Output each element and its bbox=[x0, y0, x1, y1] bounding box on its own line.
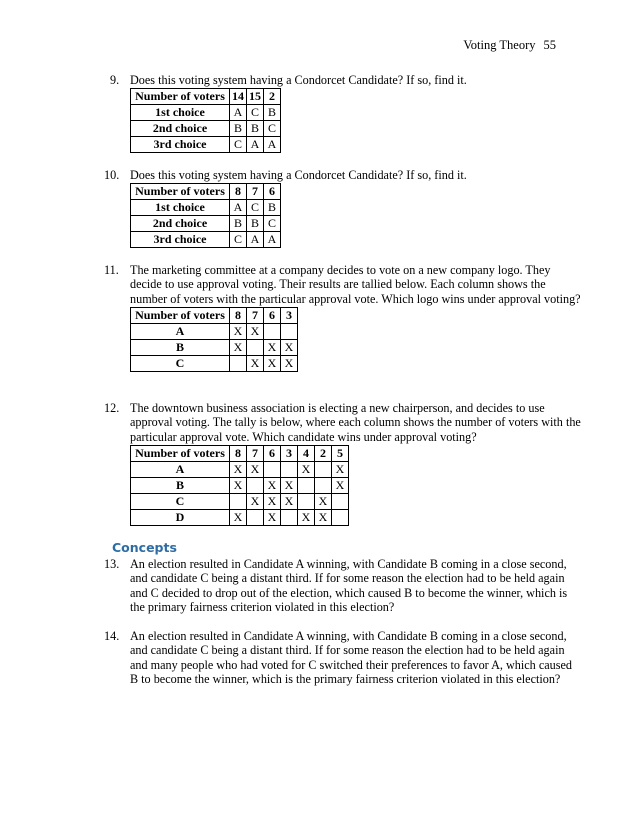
row-label: 3rd choice bbox=[131, 137, 230, 153]
table-cell: B bbox=[264, 105, 281, 121]
voter-count-cell: 15 bbox=[247, 89, 264, 105]
table-cell bbox=[247, 340, 264, 356]
table-cell: X bbox=[281, 478, 298, 494]
table-cell: C bbox=[230, 137, 247, 153]
voter-count-cell: 7 bbox=[247, 184, 264, 200]
table-cell bbox=[281, 324, 298, 340]
table-cell bbox=[315, 478, 332, 494]
table-cell: A bbox=[230, 105, 247, 121]
table-cell: X bbox=[298, 462, 315, 478]
question-13 bbox=[104, 557, 582, 615]
table-cell: X bbox=[264, 340, 281, 356]
question-text: Does this voting system having a Condorcet Candidate? If so, find it. bbox=[130, 168, 467, 182]
voter-count-cell: 7 bbox=[247, 308, 264, 324]
table-cell: X bbox=[281, 340, 298, 356]
question-11 bbox=[104, 263, 582, 372]
table-cell: A bbox=[264, 232, 281, 248]
table-row bbox=[131, 232, 281, 248]
table-cell: A bbox=[247, 232, 264, 248]
table-header-row bbox=[131, 308, 298, 324]
table-cell: B bbox=[247, 216, 264, 232]
table-row bbox=[131, 137, 281, 153]
table-row bbox=[131, 105, 281, 121]
voter-count-cell: 14 bbox=[230, 89, 247, 105]
header-title: Voting Theory bbox=[463, 38, 536, 52]
table-cell: C bbox=[264, 121, 281, 137]
table-cell bbox=[247, 510, 264, 526]
table-cell: X bbox=[281, 494, 298, 510]
table-cell: X bbox=[230, 478, 247, 494]
question-text: The downtown business association is electing a new chairperson, and decides to use approval voting. The tally is below, where each column shows the number of voters with the particular approval vote. Which candidate wins under approval voting? bbox=[130, 401, 581, 444]
table-cell: X bbox=[315, 510, 332, 526]
voter-count-cell: 6 bbox=[264, 308, 281, 324]
row-label: C bbox=[131, 356, 230, 372]
voter-count-cell: 5 bbox=[332, 446, 349, 462]
table-row bbox=[131, 121, 281, 137]
question-number: 13. bbox=[104, 557, 120, 571]
table-cell: X bbox=[230, 510, 247, 526]
question-text: Does this voting system having a Condorcet Candidate? If so, find it. bbox=[130, 73, 467, 87]
row-label: A bbox=[131, 324, 230, 340]
row-label: D bbox=[131, 510, 230, 526]
table-cell: X bbox=[264, 356, 281, 372]
row-label: 2nd choice bbox=[131, 216, 230, 232]
question-number: 9. bbox=[110, 73, 120, 87]
table-row bbox=[131, 340, 298, 356]
table-cell: X bbox=[230, 462, 247, 478]
question-number: 14. bbox=[104, 629, 120, 643]
table-cell bbox=[298, 494, 315, 510]
table-cell: X bbox=[230, 324, 247, 340]
voter-count-cell: 6 bbox=[264, 184, 281, 200]
table-cell bbox=[230, 356, 247, 372]
question-number: 11. bbox=[104, 263, 119, 277]
table-cell: X bbox=[264, 478, 281, 494]
table-cell: C bbox=[230, 232, 247, 248]
table-header-row bbox=[131, 89, 281, 105]
table-cell: C bbox=[264, 216, 281, 232]
table-cell bbox=[315, 462, 332, 478]
table-cell: A bbox=[264, 137, 281, 153]
table-row bbox=[131, 462, 349, 478]
section-heading-concepts: Concepts bbox=[112, 540, 177, 555]
table-cell: X bbox=[247, 494, 264, 510]
row-label: 2nd choice bbox=[131, 121, 230, 137]
table-header-row bbox=[131, 446, 349, 462]
voter-count-cell: 8 bbox=[230, 446, 247, 462]
question-12 bbox=[104, 401, 582, 526]
header-label: Number of voters bbox=[131, 89, 230, 105]
table-header-row bbox=[131, 184, 281, 200]
row-label: B bbox=[131, 478, 230, 494]
voter-count-cell: 3 bbox=[281, 308, 298, 324]
page-number: 55 bbox=[543, 38, 556, 52]
question-text: The marketing committee at a company decides to vote on a new company logo. They decide to use approval voting. Their results are tallied below. Each column shows the number of voters with the particular approval vote. Which logo wins under approval voting? bbox=[130, 263, 581, 306]
table-row bbox=[131, 216, 281, 232]
table-cell: X bbox=[264, 510, 281, 526]
table-row bbox=[131, 200, 281, 216]
running-header bbox=[463, 38, 556, 53]
table-cell bbox=[332, 510, 349, 526]
question-text: An election resulted in Candidate A winning, with Candidate B coming in a close second, and candidate C being a distant third. If for some reason the election had to be held again and C decided to drop out of the election, which caused B to become the winner, which is the primary fairness criterion violated in this election? bbox=[130, 557, 568, 615]
voter-count-cell: 2 bbox=[315, 446, 332, 462]
table-cell: A bbox=[247, 137, 264, 153]
table-cell bbox=[298, 478, 315, 494]
table-cell: B bbox=[247, 121, 264, 137]
table-cell: B bbox=[230, 216, 247, 232]
voter-count-cell: 4 bbox=[298, 446, 315, 462]
voter-count-cell: 3 bbox=[281, 446, 298, 462]
table-cell: B bbox=[264, 200, 281, 216]
table-cell bbox=[332, 494, 349, 510]
header-label: Number of voters bbox=[131, 446, 230, 462]
table-cell: X bbox=[332, 462, 349, 478]
row-label: B bbox=[131, 340, 230, 356]
ranking-table-q9 bbox=[130, 88, 281, 153]
table-cell: X bbox=[247, 324, 264, 340]
table-row bbox=[131, 510, 349, 526]
table-cell: B bbox=[230, 121, 247, 137]
table-cell: C bbox=[247, 200, 264, 216]
table-cell: X bbox=[332, 478, 349, 494]
approval-table-q12 bbox=[130, 445, 349, 526]
header-label: Number of voters bbox=[131, 308, 230, 324]
question-text: An election resulted in Candidate A winning, with Candidate B coming in a close second, and candidate C being a distant third. If for some reason the election had to be held again and many people who had voted for C switched their preferences to favor A, which caused B to become the winner, which is the primary fairness criterion violated in this election? bbox=[130, 629, 572, 687]
header-label: Number of voters bbox=[131, 184, 230, 200]
table-cell bbox=[247, 478, 264, 494]
question-10 bbox=[104, 168, 582, 248]
table-row bbox=[131, 324, 298, 340]
table-row bbox=[131, 356, 298, 372]
question-number: 10. bbox=[104, 168, 120, 182]
row-label: A bbox=[131, 462, 230, 478]
table-row bbox=[131, 494, 349, 510]
table-cell: X bbox=[247, 356, 264, 372]
voter-count-cell: 2 bbox=[264, 89, 281, 105]
question-9 bbox=[110, 73, 582, 153]
row-label: 1st choice bbox=[131, 200, 230, 216]
table-cell: A bbox=[230, 200, 247, 216]
question-14 bbox=[104, 629, 582, 687]
table-cell bbox=[264, 324, 281, 340]
voter-count-cell: 8 bbox=[230, 308, 247, 324]
row-label: 1st choice bbox=[131, 105, 230, 121]
table-cell: C bbox=[247, 105, 264, 121]
table-cell bbox=[281, 462, 298, 478]
table-cell: X bbox=[281, 356, 298, 372]
ranking-table-q10 bbox=[130, 183, 281, 248]
table-cell bbox=[264, 462, 281, 478]
row-label: C bbox=[131, 494, 230, 510]
voter-count-cell: 6 bbox=[264, 446, 281, 462]
table-row bbox=[131, 478, 349, 494]
approval-table-q11 bbox=[130, 307, 298, 372]
table-cell: X bbox=[264, 494, 281, 510]
table-cell bbox=[281, 510, 298, 526]
voter-count-cell: 7 bbox=[247, 446, 264, 462]
table-cell bbox=[230, 494, 247, 510]
voter-count-cell: 8 bbox=[230, 184, 247, 200]
table-cell: X bbox=[315, 494, 332, 510]
row-label: 3rd choice bbox=[131, 232, 230, 248]
table-cell: X bbox=[247, 462, 264, 478]
table-cell: X bbox=[230, 340, 247, 356]
question-number: 12. bbox=[104, 401, 120, 415]
table-cell: X bbox=[298, 510, 315, 526]
